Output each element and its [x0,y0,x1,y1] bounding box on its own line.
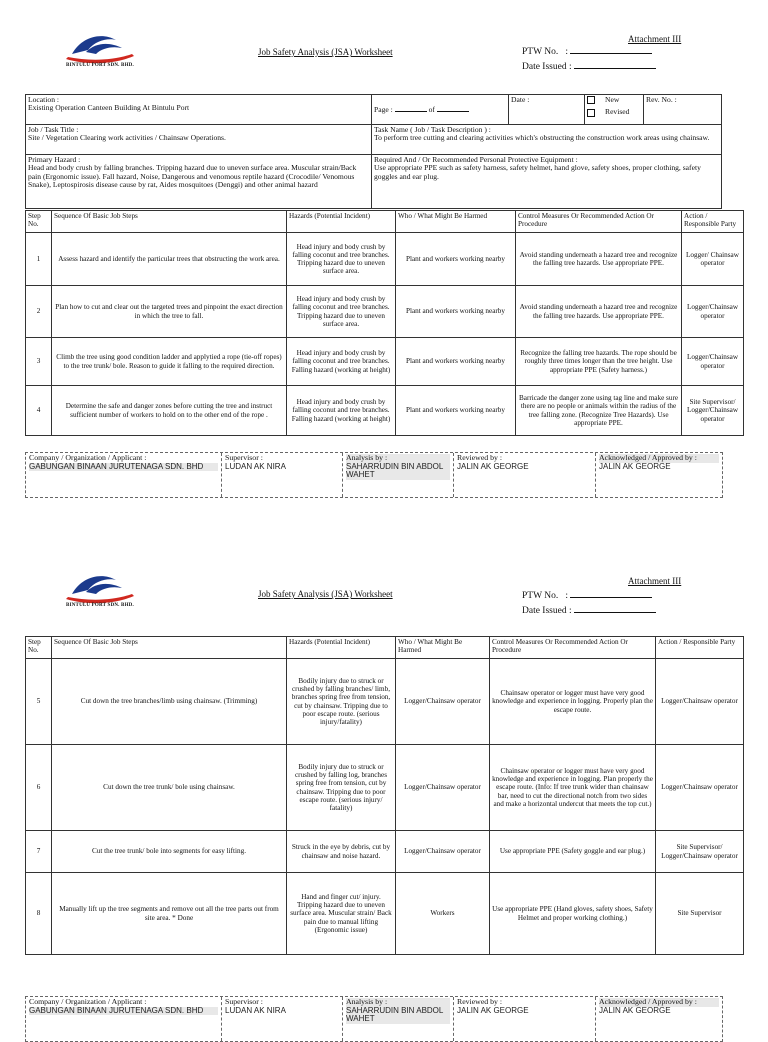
analysis-cell [343,453,454,497]
step-sequence: Cut the tree trunk/ bole into segments for easy lifting. [52,831,287,873]
approved-value: JALIN AK GEORGE [599,461,671,471]
date-label: Date : [511,95,530,104]
step-sequence: Plan how to cut and clear out the targeted trees and pinpoint the exact direction in which the tree to fall. [52,286,287,338]
company-value: GABUNGAN BINAAN JURUTENAGA SDN. BHD [29,463,218,472]
date-issued-label: Date Issued : [522,62,572,72]
reviewed-label: Reviewed by : [457,453,503,462]
jsa-info-table [25,94,722,209]
ppe-label: Required And / Or Recommended Personal Protective Equipment : [374,155,578,164]
approved-cell [596,453,722,497]
analysis-value: SAHARRUDIN BIN ABDOL WAHET [346,1007,450,1025]
step-sequence: Assess hazard and identify the particular trees that obstructing the work area. [52,233,287,286]
col-control: Control Measures Or Recommended Action Or Procedure [490,637,656,659]
date-issued-label: Date Issued : [522,606,572,616]
primary-hazard-value: Head and body crush by falling branches. Tripping hazard due to uneven surface area. Muscular strain/Back pain (Ergonomic issue). Fall hazard, Noise, Dangerous and venomous reptile hazard (Crocodile/ Venomous Snake), Leptospirosis disease cause by rat, Aides mosquitoes (Denggi) and other animal hazard [28,163,357,190]
step-action: Logger/Chainsaw operator [656,745,744,831]
of-label: of [428,105,435,115]
step-sequence: Cut down the tree trunk/ bole using chainsaw. [52,745,287,831]
step-who: Plant and workers working nearby [396,338,516,386]
ptw-number-field [570,588,652,598]
location-label: Location : [28,95,59,104]
step-no: 2 [26,286,52,338]
revision-type-cell [585,95,644,125]
table-row [26,233,744,286]
step-hazards: Hand and finger cut/ injury. Tripping hazard due to uneven surface area. Muscular strain/ Back pain due to manual lifting (Ergonomic issue) [287,873,396,955]
worksheet-title: Job Safety Analysis (JSA) Worksheet [258,47,393,57]
col-hazards: Hazards (Potential Incident) [287,637,396,659]
step-hazards: Bodily injury due to struck or crushed by falling log, branches spring free from tension, cut by chainsaw. Tripping due to poor escape route. (serious injury/ fatality) [287,745,396,831]
step-no: 6 [26,745,52,831]
reviewed-value: JALIN AK GEORGE [457,461,529,471]
logo-text: BINTULU PORT SDN. BHD. [66,63,134,68]
column-header-row [26,637,744,659]
page-total-field [437,104,469,112]
date-issued-field [574,59,656,69]
step-no: 1 [26,233,52,286]
table-row [26,286,744,338]
step-hazards: Struck in the eye by debris, cut by chainsaw and noise hazard. [287,831,396,873]
step-sequence: Cut down the tree branches/limb using chainsaw. (Trimming) [52,659,287,745]
step-action: Logger/Chainsaw operator [656,659,744,745]
table-row [26,745,744,831]
step-no: 4 [26,386,52,436]
step-control: Recognize the falling tree hazards. The rope should be roughly three times longer than the tree height. Use appropriate PPE (Safety harness.) [516,338,682,386]
step-hazards: Head injury and body crush by falling coconut and tree branches. Tripping hazard due to uneven surface area. [287,233,396,286]
analysis-label: Analysis by : [346,454,450,463]
col-hazards: Hazards (Potential Incident) [287,211,396,233]
location-cell [26,95,372,125]
supervisor-label: Supervisor : [225,997,263,1006]
logo-text: BINTULU PORT SDN. BHD. [66,603,134,608]
reviewed-cell [454,997,596,1041]
attachment-label: Attachment III [628,34,682,44]
step-no: 8 [26,873,52,955]
supervisor-label: Supervisor : [225,453,263,462]
job-title-value: Site / Vegetation Clearing work activities / Chainsaw Operations. [28,133,226,143]
ptw-label: PTW No. [522,47,559,57]
task-name-label: Task Name ( Job / Task Description ) : [374,125,491,134]
job-title-label: Job / Task Title : [28,125,79,134]
revised-label: Revised [605,107,630,117]
signoff-strip-page-2 [25,996,723,1042]
col-who: Who / What Might Be Harmed [396,637,490,659]
col-step: Step No. [26,637,52,659]
table-row [26,873,744,955]
col-who: Who / What Might Be Harmed [396,211,516,233]
step-control: Barricade the danger zone using tag line and make sure there are no people or animals within the radius of the tree falling zone. (Recognize Tree Hazards). Use appropriate PPE. [516,386,682,436]
task-name-value: To perform tree cutting and clearing activities which's obstructing the construction work areas using chainsaw. [374,133,710,143]
col-step: Step No. [26,211,52,233]
approved-cell [596,997,722,1041]
ptw-block: PTW No. : Date Issued : [522,588,656,618]
date-cell [509,95,585,125]
step-who: Logger/Chainsaw operator [396,831,490,873]
step-action: Site Supervisor/ Logger/Chainsaw operator [656,831,744,873]
col-action: Action / Responsible Party [656,637,744,659]
ship-logo-icon [52,570,148,604]
analysis-label: Analysis by : [346,998,450,1007]
company-value: GABUNGAN BINAAN JURUTENAGA SDN. BHD [29,1007,218,1016]
page-number-field [395,104,427,112]
step-control: Avoid standing underneath a hazard tree and recognize the falling tree hazards. Use appropriate PPE. [516,233,682,286]
signoff-strip-page-1 [25,452,723,498]
primary-hazard-label: Primary Hazard : [28,155,81,164]
step-control: Use appropriate PPE (Hand gloves, safety shoes, Safety Helmet and proper working clothing.) [490,873,656,955]
date-issued-field [574,603,656,613]
company-cell [26,997,222,1041]
analysis-cell [343,997,454,1041]
steps-table-page-1 [25,210,744,436]
ptw-block: PTW No. : Date Issued : [522,44,656,74]
worksheet-title: Job Safety Analysis (JSA) Worksheet [258,589,393,599]
reviewed-label: Reviewed by : [457,997,503,1006]
attachment-label: Attachment III [628,576,682,586]
ptw-number-field [570,44,652,54]
step-hazards: Bodily injury due to struck or crushed by falling branches/ limb, branches spring free from tension, cut by chainsaw. Tripping due to poor escape route. (serious injury/fatality) [287,659,396,745]
company-logo [52,30,148,74]
table-row [26,386,744,436]
job-title-cell [26,125,372,155]
col-control: Control Measures Or Recommended Action Or Procedure [516,211,682,233]
step-no: 7 [26,831,52,873]
col-action: Action / Responsible Party [682,211,744,233]
reviewed-value: JALIN AK GEORGE [457,1005,529,1015]
step-who: Plant and workers working nearby [396,233,516,286]
step-control: Avoid standing underneath a hazard tree and recognize the falling tree hazards. Use appropriate PPE. [516,286,682,338]
step-sequence: Determine the safe and danger zones before cutting the tree and instruct sufficient number of workers to hold on to the other end of the rope . [52,386,287,436]
step-hazards: Head injury and body crush by falling coconut and tree branches. Tripping hazard due to uneven surface area. [287,286,396,338]
ppe-value: Use appropriate PPE such as safety harness, safety helmet, hand glove, safety shoes, proper clothing, safety goggles and ear plug. [374,163,701,181]
table-row [26,659,744,745]
step-who: Logger/Chainsaw operator [396,745,490,831]
step-no: 5 [26,659,52,745]
table-row [26,831,744,873]
company-cell [26,453,222,497]
step-action: Site Supervisor [656,873,744,955]
step-sequence: Climb the tree using good condition ladder and applytied a rope (tie-off ropes) to the tree trunk/ bole. Reason to guide it falling to the required direction. [52,338,287,386]
ptw-label: PTW No. [522,591,559,601]
analysis-value: SAHARRUDIN BIN ABDOL WAHET [346,463,450,481]
rev-no-label: Rev. No. : [646,95,677,104]
step-sequence: Manually lift up the tree segments and remove out all the tree parts out from site area. * Done [52,873,287,955]
step-action: Site Supervisor/ Logger/Chainsaw operator [682,386,744,436]
step-who: Logger/Chainsaw operator [396,659,490,745]
ppe-cell [372,155,722,209]
primary-hazard-cell [26,155,372,209]
step-action: Logger/Chainsaw operator [682,286,744,338]
step-hazards: Head injury and body crush by falling coconut and tree branches. Falling hazard (working at height) [287,386,396,436]
step-no: 3 [26,338,52,386]
page-label: Page : [374,105,393,115]
approved-value: JALIN AK GEORGE [599,1005,671,1015]
step-control: Use appropriate PPE (Safety goggle and ear plug.) [490,831,656,873]
rev-no-cell [644,95,722,125]
step-who: Plant and workers working nearby [396,286,516,338]
step-control: Chainsaw operator or logger must have very good knowledge and experience in logging. Properly plan the escape route. [490,659,656,745]
task-name-cell [372,125,722,155]
company-logo [52,570,148,614]
step-action: Logger/Chainsaw operator [682,338,744,386]
location-value: Existing Operation Canteen Building At Bintulu Port [28,103,190,113]
revised-checkbox [587,109,595,117]
step-who: Plant and workers working nearby [396,386,516,436]
company-label: Company / Organization / Applicant : [29,997,147,1006]
step-hazards: Head injury and body crush by falling coconut and tree branches. Falling hazard (working at height) [287,338,396,386]
step-control: Chainsaw operator or logger must have very good knowledge and experience in logging. Plan properly the escape route. (Info: If tree trunk wider than chainsaw bar, need to cut the directional notch from two sides and make a horizontal undercut that meets the top cut.) [490,745,656,831]
steps-table-page-2 [25,636,744,955]
new-label: New [605,95,620,104]
new-checkbox [587,96,595,104]
supervisor-cell [222,453,343,497]
supervisor-value: LUDAN AK NIRA [225,461,286,471]
step-action: Logger/ Chainsaw operator [682,233,744,286]
column-header-row [26,211,744,233]
company-label: Company / Organization / Applicant : [29,453,147,462]
page-cell [372,95,509,125]
ship-logo-icon [52,30,148,64]
supervisor-cell [222,997,343,1041]
approved-label: Acknowledged / Approved by : [599,998,719,1007]
col-sequence: Sequence Of Basic Job Steps [52,637,287,659]
approved-label: Acknowledged / Approved by : [599,454,719,463]
supervisor-value: LUDAN AK NIRA [225,1005,286,1015]
table-row [26,338,744,386]
col-sequence: Sequence Of Basic Job Steps [52,211,287,233]
step-who: Workers [396,873,490,955]
reviewed-cell [454,453,596,497]
